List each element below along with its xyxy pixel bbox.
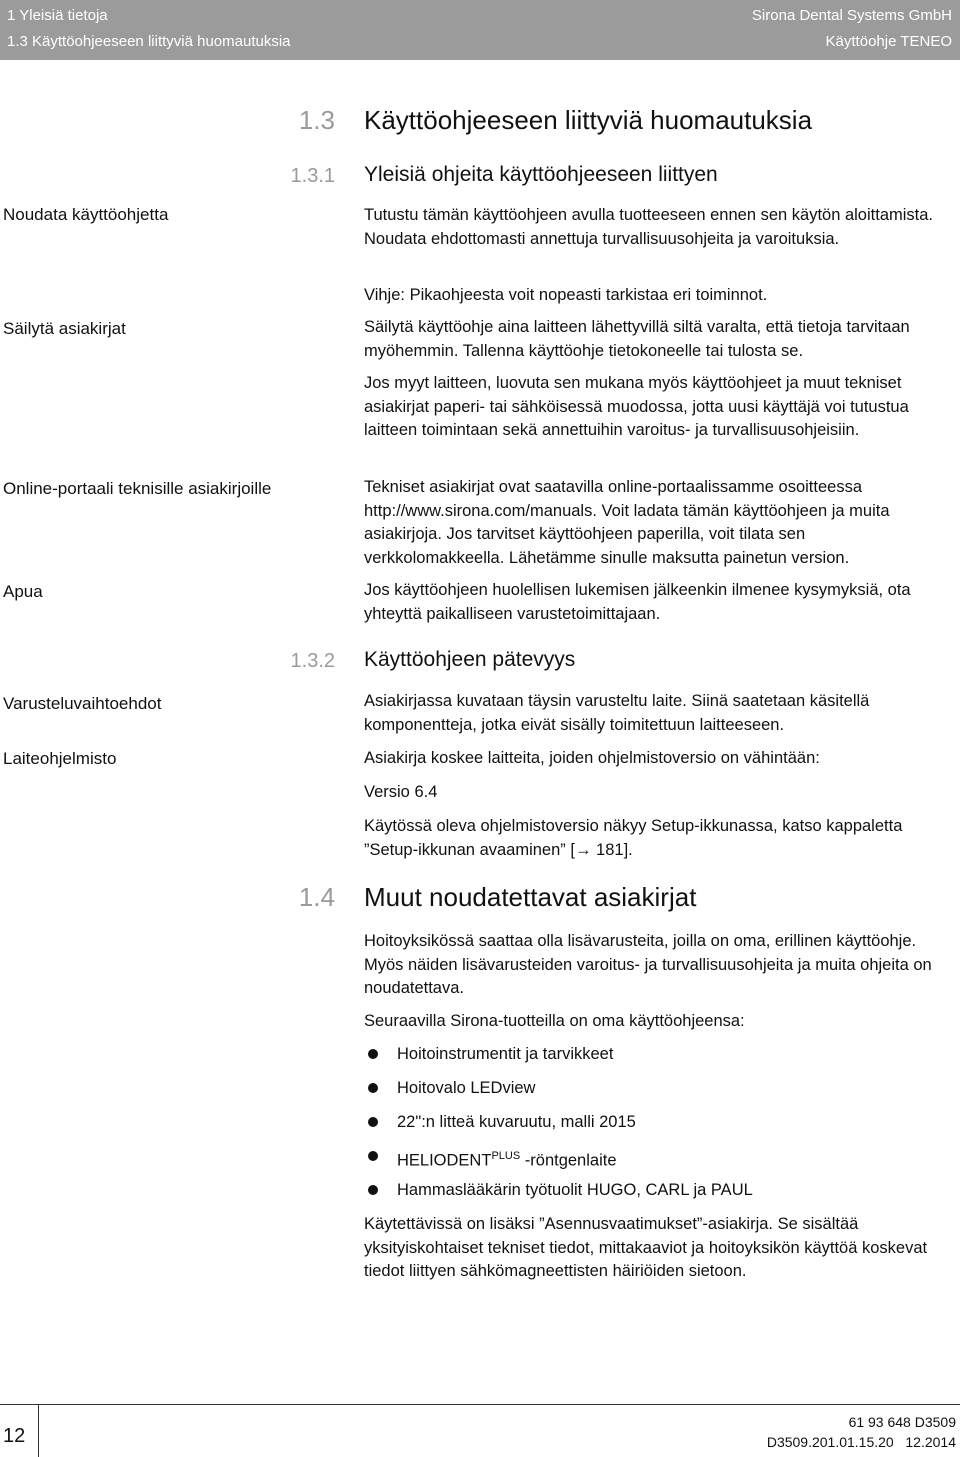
paragraph: Jos myyt laitteen, luovuta sen mukana myös käyttöohjeet ja muut tekniset asiakirjat paperi- tai sähköisessä muodossa, jotta uusi käyttäjä voi tutustua laitteen toimintaan sekä annettuihin varoitus- ja turvallisuusohjeisiin. xyxy=(364,374,909,439)
list-item xyxy=(364,1144,946,1178)
tip-label: Vihje: xyxy=(364,286,405,304)
bullet-icon xyxy=(368,1185,378,1195)
paragraph: Asiakirja koskee laitteita, joiden ohjelmistoversio on vähintään: xyxy=(364,749,820,767)
tip-text: Pikaohjeesta voit nopeasti tarkistaa eri toiminnot. xyxy=(409,286,768,304)
margin-note: Apua xyxy=(3,582,43,601)
footer-codes xyxy=(767,1412,956,1452)
paragraph-text: Käytössä oleva ohjelmistoversio näkyy Setup-ikkunassa, katso kappaletta ”Setup-ikkunan avaaminen” [ xyxy=(364,817,903,859)
subsection-title: Käyttöohjeen pätevyys xyxy=(364,648,576,671)
list-item-text: Hammaslääkärin työtuolit HUGO, CARL ja PAUL xyxy=(397,1181,753,1199)
list-item xyxy=(364,1178,946,1212)
bullet-icon xyxy=(368,1151,378,1161)
list-item-text: Hoitoinstrumentit ja tarvikkeet xyxy=(397,1045,614,1063)
bullet-icon xyxy=(368,1049,378,1059)
margin-note: Varusteluvaihtoehdot xyxy=(3,694,162,713)
paragraph: Käytettävissä on lisäksi ”Asennusvaatimukset”-asiakirja. Se sisältää yksityiskohtaiset tekniset tiedot, mittakaaviot ja hoitoyksikön käyttöä koskevat tiedot liittyen sähkömagneettisten häiriöiden sietoon. xyxy=(364,1215,928,1280)
section-number: 1.4 xyxy=(298,882,335,912)
list-item-text: Hoitovalo LEDview xyxy=(397,1079,536,1097)
margin-note: Laiteohjelmisto xyxy=(3,749,117,768)
subsection-number: 1.3.1 xyxy=(290,165,335,187)
header-section: 1.3 Käyttöohjeeseen liittyviä huomautuksia xyxy=(7,33,291,50)
arrow-icon: → xyxy=(574,840,592,859)
list-item xyxy=(364,1076,946,1110)
page-number: 12 xyxy=(3,1425,26,1447)
list-item-text: -röntgenlaite xyxy=(520,1151,617,1170)
document-version: D3509.201.01.15.20 12.2014 xyxy=(766,1434,956,1450)
header-manual: Käyttöohje TENEO xyxy=(825,33,952,50)
paragraph xyxy=(364,815,946,862)
paragraph: Jos käyttöohjeen huolellisen lukemisen jälkeenkin ilmenee kysymyksiä, ota yhteyttä paikalliseen varustetoimittajaan. xyxy=(364,581,911,623)
section-number: 1.3 xyxy=(298,105,335,135)
section-title: Muut noudatettavat asiakirjat xyxy=(364,882,697,912)
footer-divider xyxy=(0,1404,960,1405)
paragraph: Tekniset asiakirjat ovat saatavilla online-portaalissamme osoitteessa http://www.sirona.com/manuals. Voit ladata tämän käyttöohjeen ja muita asiakirjoja. Jos tarvitset käyttöohjeen paperilla, voit tilata sen verkkolomakkeella. Lähetämme sinulle maksutta painetun version. xyxy=(364,478,890,567)
paragraph: Hoitoyksikössä saattaa olla lisävarusteita, joilla on oma, erillinen käyttöohje. Myös näiden lisävarusteiden varoitus- ja turvallisuusohjeita ja muita ohjeita on noudatettava. xyxy=(364,932,932,997)
margin-note: Säilytä asiakirjat xyxy=(3,319,126,338)
subsection-title: Yleisiä ohjeita käyttöohjeeseen liittyen xyxy=(364,163,718,186)
section-title: Käyttöohjeeseen liittyviä huomautuksia xyxy=(364,105,813,135)
header-chapter: 1 Yleisiä tietoja xyxy=(7,7,108,24)
version-text: Versio 6.4 xyxy=(364,783,438,801)
document-number: 61 93 648 D3509 xyxy=(848,1414,956,1430)
paragraph: Säilytä käyttöohje aina laitteen lähettyvillä siltä varalta, että tietoja tarvitaan myöhemmin. Tallenna käyttöohje tietokoneelle tai tulosta se. xyxy=(364,318,910,360)
bullet-icon xyxy=(368,1083,378,1093)
superscript: PLUS xyxy=(491,1150,521,1162)
paragraph: Asiakirjassa kuvataan täysin varusteltu laite. Siinä saatetaan käsitellä komponentteja, jotka eivät sisälly toimitettuun laitteeseen. xyxy=(364,692,870,734)
bullet-icon xyxy=(368,1117,378,1127)
margin-note: Noudata käyttöohjetta xyxy=(3,205,169,224)
footer-vertical-divider xyxy=(38,1404,39,1457)
margin-note: Online-portaali teknisille asiakirjoille xyxy=(3,479,272,498)
list-item-text: HELIODENT xyxy=(397,1151,492,1170)
page-reference[interactable]: 181]. xyxy=(591,840,633,859)
list-item-text: 22":n litteä kuvaruutu, malli 2015 xyxy=(397,1113,636,1131)
paragraph: Seuraavilla Sirona-tuotteilla on oma käyttöohjeensa: xyxy=(364,1012,745,1030)
list-item xyxy=(364,1110,946,1144)
bullet-list xyxy=(364,1042,946,1212)
header-company: Sirona Dental Systems GmbH xyxy=(751,7,952,24)
tip-paragraph xyxy=(364,284,946,308)
paragraph: Tutustu tämän käyttöohjeen avulla tuotteeseen ennen sen käytön aloittamista. Noudata ehdottomasti annettuja turvallisuusohjeita ja varoituksia. xyxy=(364,206,934,248)
subsection-number: 1.3.2 xyxy=(290,650,335,672)
list-item xyxy=(364,1042,946,1076)
